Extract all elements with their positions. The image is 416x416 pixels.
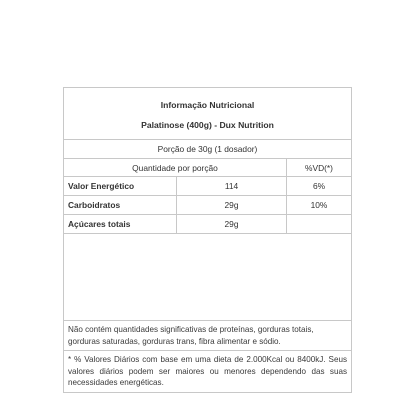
divider — [64, 350, 351, 351]
nutrient-daily-value — [287, 215, 351, 233]
daily-values-note: * % Valores Diários com base em uma dieta de 2.000Kcal ou 8400kJ. Seus valores diários podem ser maiores ou menores dependendo das suas necessidades energéticas. — [68, 355, 347, 387]
portion-info: Porção de 30g (1 dosador) — [64, 140, 351, 159]
header-daily-value: %VD(*) — [305, 163, 333, 173]
table-row — [64, 196, 351, 215]
product-name: Palatinose (400g) - Dux Nutrition — [141, 120, 274, 130]
nutrient-name: Carboidratos — [64, 196, 177, 214]
table-row — [64, 215, 351, 234]
nutrient-daily-value: 10% — [310, 200, 328, 210]
divider — [64, 320, 351, 321]
nutrient-quantity: 29g — [177, 196, 287, 214]
nutrient-daily-value: 6% — [312, 181, 326, 191]
label-title-section — [64, 88, 351, 140]
nutrient-quantity: 29g — [177, 215, 287, 233]
nutrient-name: Açúcares totais — [64, 215, 177, 233]
table-row — [64, 177, 351, 196]
label-title: Informação Nutricional — [160, 100, 255, 110]
table-header — [64, 159, 351, 177]
nutrition-facts-label — [63, 87, 352, 393]
nutrient-quantity: 114 — [177, 177, 287, 195]
header-quantity: Quantidade por porção — [64, 159, 287, 176]
not-significant-note: Não contém quantidades significativas de proteínas, gorduras totais, gorduras saturadas, gorduras trans, fibra alimentar e sódio. — [68, 325, 314, 346]
nutrient-name: Valor Energético — [64, 177, 177, 195]
